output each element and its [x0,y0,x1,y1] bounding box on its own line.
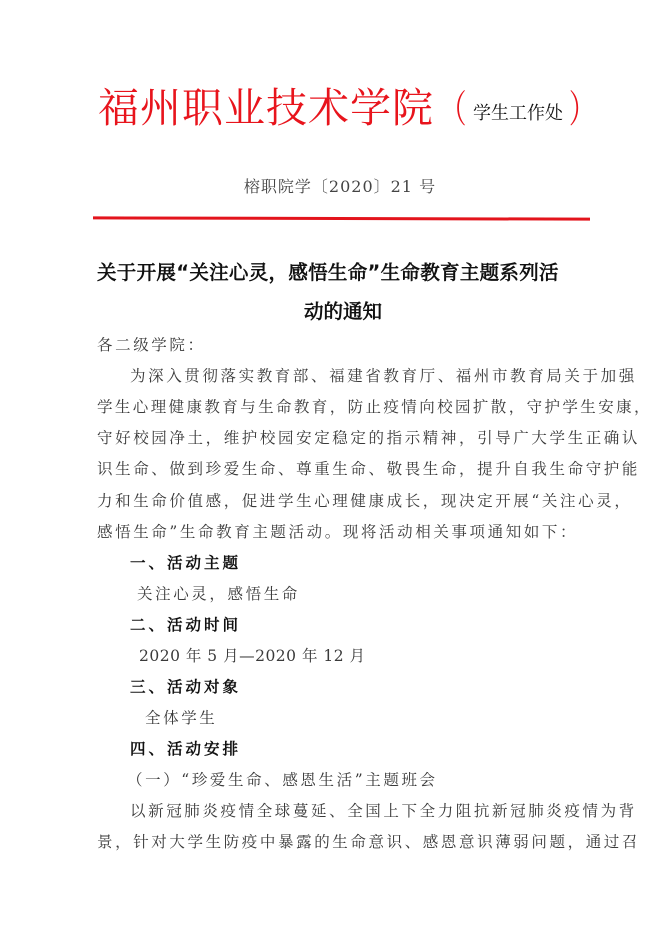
paren-close: ） [568,87,597,131]
section-content-theme: 关注心灵，感悟生命 [137,585,300,603]
red-divider [93,216,590,220]
section-heading-arrangement: 四、活动安排 [130,739,242,758]
section-content-time: 2020 年 5 月—2020 年 12 月 [139,647,366,665]
notice-title-line-2: 动的通知 [303,300,382,323]
document-number: 榕职院学〔2020〕21 号 [243,177,437,196]
subsection-line: 景，针对大学生防疫中暴露的生命意识、感恩意识薄弱问题，通过召 [97,833,641,851]
notice-title-line-1: 关于开展“关注心灵，感悟生命”生命教育主题系列活 [97,261,559,284]
paren-open: （ [439,87,468,131]
department-name: 学生工作处 [473,103,564,124]
intro-line: 感悟生命”生命教育主题活动。现将活动相关事项通知如下： [97,523,579,541]
subsection-line: 以新冠肺炎疫情全球蔓延、全国上下全力阻抗新冠肺炎疫情为背 [130,802,637,820]
intro-line: 识生命、做到珍爱生命、尊重生命、敬畏生命，提升自我生命守护能 [97,460,641,478]
section-heading-audience: 三、活动对象 [130,677,242,696]
intro-line: 为深入贯彻落实教育部、福建省教育厅、福州市教育局关于加强 [130,367,637,385]
section-heading-time: 二、活动时间 [130,615,242,634]
intro-line: 力和生命价值感，促进学生心理健康成长，现决定开展“关注心灵， [97,492,633,510]
intro-line: 守好校园净土，维护校园安定稳定的指示精神，引导广大学生正确认 [97,429,641,447]
salutation: 各二级学院： [97,336,206,354]
section-heading-theme: 一、活动主题 [130,553,242,572]
intro-line: 学生心理健康教育与生命教育，防止疫情向校园扩散，守护学生安康， [97,398,652,416]
section-content-audience: 全体学生 [145,709,218,727]
subsection-heading: （一）“珍爱生命、感恩生活”主题班会 [127,771,438,789]
letterhead [98,80,602,142]
institution-name: 福州职业技术学院 [98,84,434,132]
